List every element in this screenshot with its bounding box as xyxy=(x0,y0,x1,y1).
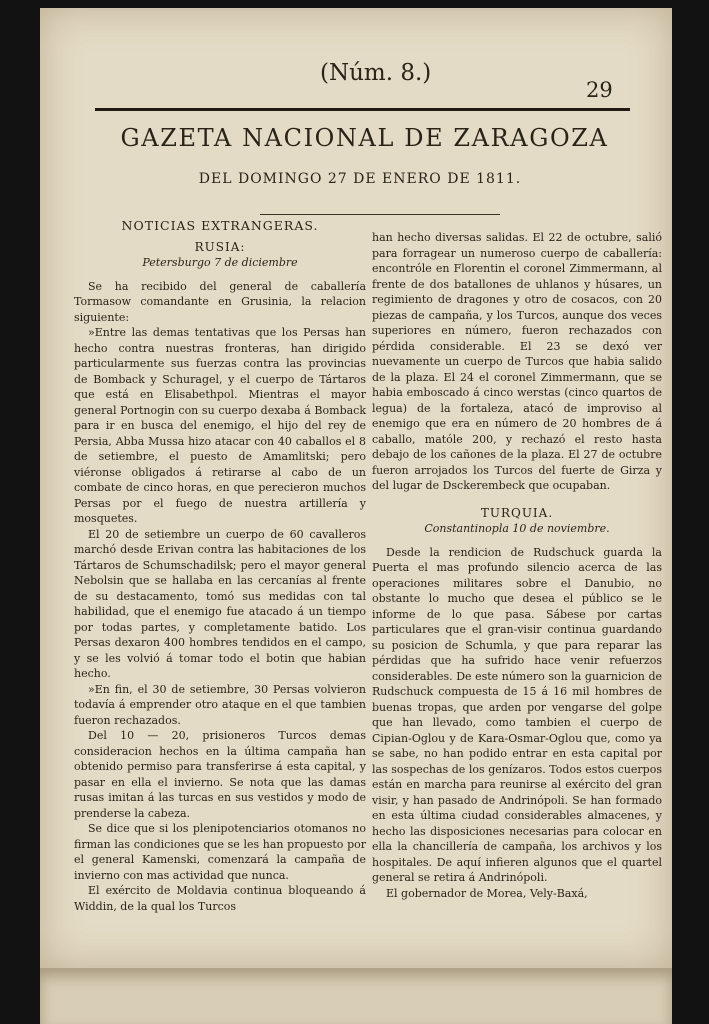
masthead-title: GAZETA NACIONAL DE ZARAGOZA xyxy=(120,124,609,152)
dateline-petersburgo: Petersburgo 7 de diciembre xyxy=(142,256,298,269)
left-column xyxy=(74,218,366,914)
folded-page-edge xyxy=(40,968,672,1024)
dateline-constantinopla: Constantinopla 10 de noviembre. xyxy=(424,522,610,535)
header-rule xyxy=(95,108,630,111)
section-heading: NOTICIAS EXTRANGERAS. xyxy=(121,218,319,233)
date-rule xyxy=(260,214,500,215)
issue-date: DEL DOMINGO 27 DE ENERO DE 1811. xyxy=(198,171,522,187)
country-heading-turquia: TURQUIA. xyxy=(480,505,554,520)
article-paragraph: Se dice que si los plenipotenciarios otomanos no firman las condiciones que se les han propuesto por el general Kamenski, comenzará la campaña de invierno con mas actividad que nunca. xyxy=(74,822,366,882)
article-paragraph: Desde la rendicion de Rudschuck guarda la Puerta el mas profundo silencio acerca de las operaciones militares sobre el Danubio, no obstante lo mucho que desea el público se le informe de lo que pasa. Sábese por cartas particulares que el gran-visir continua guardando su posicion de Schumla, y que para reparar las pérdidas que ha sufrido hace venir refuerzos considerables. De este número son la guarnicion de Rudschuck compuesta de 15 á 16 mil hombres de buenas tropas, que arden por vengarse del golpe que han llevado, como tambien el cuerpo de Cipian-Oglou y de Kara-Osmar-Oglou que, como ya se sabe, no han podido entrar en esta capital por las sospechas de los genízaros. Todos estos cuerpos están en marcha para reunirse al exército del gran visir, y han pasado de Andrinópoli. Se han formado en esta última ciudad considerables almacenes, y hecho las disposiciones necesarias para colocar en ella la chancillería de campaña, los archivos y los hospitales. De aquí infieren algunos que el quartel general se retira á Andrinópoli. xyxy=(372,545,662,884)
issue-number: (Núm. 8.) xyxy=(320,60,432,86)
newspaper-page xyxy=(40,8,672,968)
article-paragraph: El gobernador de Morea, Vely-Baxá, xyxy=(386,886,588,900)
page-number: 29 xyxy=(586,78,613,102)
article-paragraph: han hecho diversas salidas. El 22 de octubre, salió para forragear un numeroso cuerpo de caballería: encontróle en Florentin el coronel Zimmermann, al frente de dos batallones de uhlanos y húsares, un regimiento de dragones y otro de cosacos, con 20 piezas de campaña, y los Turcos, aunque dos veces superiores en número, fueron rechazados con pérdida considerable. El 23 se dexó ver nuevamente un cuerpo de Turcos que habia salido de la plaza. El 24 el coronel Zimmermann, que se habia emboscado á cinco werstas (cinco quartos de legua) de la fortaleza, atacó de improviso al enemigo que era en número de 20 hombres de á caballo, matóle 200, y rechazó el resto hasta debajo de los cañones de la plaza. El 27 de octubre fueron arrojados los Turcos del fuerte de Girza y del lugar de Dsckerembeck que ocupaban. xyxy=(372,231,662,492)
right-column xyxy=(372,230,662,901)
article-paragraph: »En fin, el 30 de setiembre, 30 Persas volvieron todavía á emprender otro ataque en el que tambien fueron rechazados. xyxy=(74,682,366,727)
article-paragraph: Se ha recibido del general de caballería Tormasow comandante en Grusinia, la relacion siguiente: xyxy=(74,279,366,324)
article-paragraph: »Entre las demas tentativas que los Persas han hecho contra nuestras fronteras, han dirigido particularmente sus fuerzas contra las provincias de Bomback y Schuragel, y el cuerpo de Tártaros que está en Elisabethpol. Mientras el mayor general Portnogin con su cuerpo dexaba á Bomback para ir en busca del enemigo, el hijo del rey de Persia, Abba Mussa hizo atacar con 40 caballos el 8 de setiembre, el puesto de Amamlitski; pero viéronse obligados á retirarse al cabo de un combate de cinco horas, en que perecieron muchos Persas por el fuego de nuestra artillería y mosquetes. xyxy=(74,326,366,525)
article-paragraph: El exército de Moldavia continua bloqueando á Widdin, de la qual los Turcos xyxy=(74,884,366,913)
article-paragraph: El 20 de setiembre un cuerpo de 60 cavalleros marchó desde Erivan contra las habitaciones de los Tártaros de Schumschadilsk; pero el mayor general Nebolsin que se hallaba en las cercanías al frente de su destacamento, tomó sus medidas con tal habilidad, que el enemigo fue atacado á un tiempo por todas partes, y completamente batido. Los Persas dexaron 400 hombres tendidos en el campo, y se les volvió á tomar todo el botin que habian hecho. xyxy=(74,527,366,680)
country-heading-rusia: RUSIA: xyxy=(194,239,246,254)
article-paragraph: Del 10 — 20, prisioneros Turcos demas consideracion hechos en la última campaña han obtenido permiso para transferirse á esta capital, y pasar en ella el invierno. Se nota que las damas rusas imitan á las turcas en sus vestidos y modo de prenderse la cabeza. xyxy=(74,729,366,820)
